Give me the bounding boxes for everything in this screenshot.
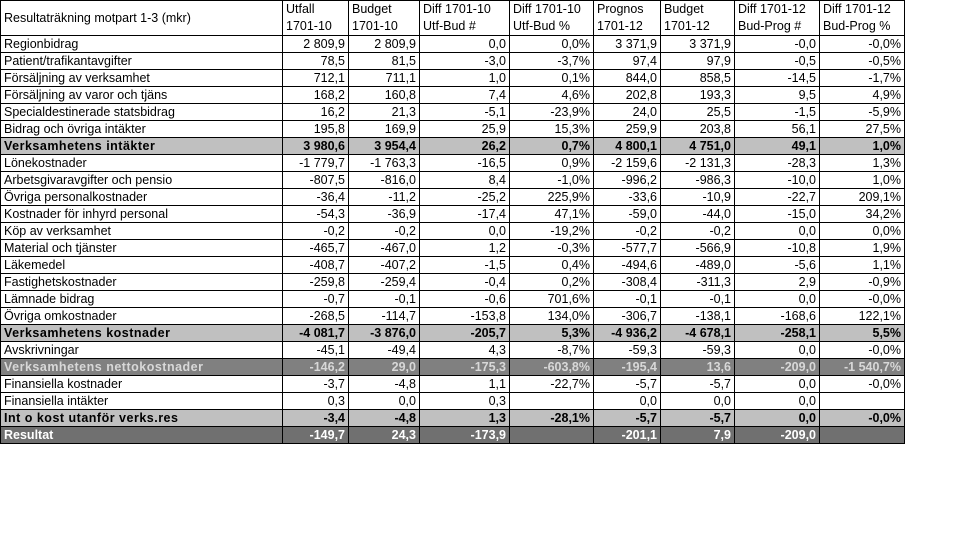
row-value: -45,1 <box>283 342 349 359</box>
row-value: 24,0 <box>594 104 661 121</box>
row-value: 4 751,0 <box>661 138 735 155</box>
row-value: -0,2 <box>349 223 420 240</box>
row-label: Finansiella kostnader <box>1 376 283 393</box>
header-diff-1701-10-num-line2: Utf-Bud # <box>420 18 510 36</box>
row-value: 168,2 <box>283 87 349 104</box>
row-value: -23,9% <box>510 104 594 121</box>
row-value: -2 159,6 <box>594 155 661 172</box>
row-value: -28,1% <box>510 410 594 427</box>
row-value: -306,7 <box>594 308 661 325</box>
row-value: -3 876,0 <box>349 325 420 342</box>
row-value: 13,6 <box>661 359 735 376</box>
table-row <box>1 257 905 274</box>
row-value: -4 678,1 <box>661 325 735 342</box>
table-row <box>1 240 905 257</box>
row-value: 27,5% <box>820 121 905 138</box>
row-value: 78,5 <box>283 53 349 70</box>
row-value: 0,0% <box>820 223 905 240</box>
row-value: 711,1 <box>349 70 420 87</box>
table-row <box>1 274 905 291</box>
row-label: Övriga omkostnader <box>1 308 283 325</box>
row-value: 4,6% <box>510 87 594 104</box>
header-diff-1701-12-num-line1: Diff 1701-12 <box>735 1 820 19</box>
row-label: Specialdestinerade statsbidrag <box>1 104 283 121</box>
row-value: 858,5 <box>661 70 735 87</box>
row-value <box>510 427 594 444</box>
row-value: -2 131,3 <box>661 155 735 172</box>
row-value: -0,4 <box>420 274 510 291</box>
header-diff-1701-10-pct-line1: Diff 1701-10 <box>510 1 594 19</box>
table-row <box>1 155 905 172</box>
row-value: -408,7 <box>283 257 349 274</box>
row-value: -0,0% <box>820 410 905 427</box>
row-value: -0,0 <box>735 36 820 53</box>
row-value: -10,9 <box>661 189 735 206</box>
header-budget-1701-12-line1: Budget <box>661 1 735 19</box>
row-value: 0,2% <box>510 274 594 291</box>
row-value: -807,5 <box>283 172 349 189</box>
table-row <box>1 342 905 359</box>
row-value: -311,3 <box>661 274 735 291</box>
row-value: 2 809,9 <box>349 36 420 53</box>
row-value <box>510 393 594 410</box>
row-value: -22,7% <box>510 376 594 393</box>
row-value: 47,1% <box>510 206 594 223</box>
row-value: 25,9 <box>420 121 510 138</box>
row-value: 3 980,6 <box>283 138 349 155</box>
table-row <box>1 325 905 342</box>
row-value: -173,9 <box>420 427 510 444</box>
row-value: 49,1 <box>735 138 820 155</box>
row-value: -175,3 <box>420 359 510 376</box>
row-value: 7,4 <box>420 87 510 104</box>
row-value: -4 936,2 <box>594 325 661 342</box>
row-value: -259,4 <box>349 274 420 291</box>
row-label: Material och tjänster <box>1 240 283 257</box>
row-value: -5,7 <box>661 376 735 393</box>
row-value: 0,3 <box>420 393 510 410</box>
row-value: -195,4 <box>594 359 661 376</box>
row-value: 4,3 <box>420 342 510 359</box>
row-value: -25,2 <box>420 189 510 206</box>
row-value: 81,5 <box>349 53 420 70</box>
table-row <box>1 104 905 121</box>
row-value: -153,8 <box>420 308 510 325</box>
header-utfall-1701-10-line1: Utfall <box>283 1 349 19</box>
row-value: 1,0% <box>820 172 905 189</box>
row-label: Lämnade bidrag <box>1 291 283 308</box>
row-label: Köp av verksamhet <box>1 223 283 240</box>
row-value: -407,2 <box>349 257 420 274</box>
row-value: -14,5 <box>735 70 820 87</box>
row-label: Försäljning av verksamhet <box>1 70 283 87</box>
row-value: 0,0 <box>420 36 510 53</box>
row-value: -0,2 <box>283 223 349 240</box>
row-value: -205,7 <box>420 325 510 342</box>
row-value: 844,0 <box>594 70 661 87</box>
row-value: -308,4 <box>594 274 661 291</box>
table-body <box>1 36 905 444</box>
row-value: -4,8 <box>349 376 420 393</box>
row-value: 0,0 <box>735 393 820 410</box>
row-value: -44,0 <box>661 206 735 223</box>
row-value: 0,0 <box>735 376 820 393</box>
row-value: -465,7 <box>283 240 349 257</box>
row-value: -0,1 <box>349 291 420 308</box>
row-value: -146,2 <box>283 359 349 376</box>
row-value: 1,1% <box>820 257 905 274</box>
row-value: -0,5% <box>820 53 905 70</box>
row-value: 0,0 <box>735 223 820 240</box>
table-row <box>1 427 905 444</box>
row-value: 29,0 <box>349 359 420 376</box>
row-value: 9,5 <box>735 87 820 104</box>
row-value: -5,9% <box>820 104 905 121</box>
row-value: 160,8 <box>349 87 420 104</box>
table-row <box>1 189 905 206</box>
row-value: 203,8 <box>661 121 735 138</box>
row-label: Försäljning av varor och tjäns <box>1 87 283 104</box>
header-diff-1701-10-pct-line2: Utf-Bud % <box>510 18 594 36</box>
row-value: -5,7 <box>661 410 735 427</box>
row-value: -10,8 <box>735 240 820 257</box>
row-value: -258,1 <box>735 325 820 342</box>
table-row <box>1 223 905 240</box>
row-value: 0,0 <box>735 291 820 308</box>
row-value: 1,3% <box>820 155 905 172</box>
row-value: -494,6 <box>594 257 661 274</box>
header-diff-1701-10-num-line1: Diff 1701-10 <box>420 1 510 19</box>
row-value: 0,0 <box>420 223 510 240</box>
table-row <box>1 206 905 223</box>
row-label: Resultat <box>1 427 283 444</box>
row-value: -0,1 <box>661 291 735 308</box>
row-value: -259,8 <box>283 274 349 291</box>
row-value: 259,9 <box>594 121 661 138</box>
row-value: -0,2 <box>661 223 735 240</box>
row-value: 97,4 <box>594 53 661 70</box>
table-row <box>1 53 905 70</box>
row-value: 26,2 <box>420 138 510 155</box>
row-value: 134,0% <box>510 308 594 325</box>
row-value: -209,0 <box>735 427 820 444</box>
row-value: -489,0 <box>661 257 735 274</box>
row-value: -201,1 <box>594 427 661 444</box>
row-value: 712,1 <box>283 70 349 87</box>
table-row <box>1 376 905 393</box>
table-row <box>1 393 905 410</box>
row-value: 169,9 <box>349 121 420 138</box>
row-value: -577,7 <box>594 240 661 257</box>
table-row <box>1 172 905 189</box>
row-value: 34,2% <box>820 206 905 223</box>
row-value: 56,1 <box>735 121 820 138</box>
row-value: -0,0% <box>820 342 905 359</box>
header-budget-1701-12-line2: 1701-12 <box>661 18 735 36</box>
row-value: -0,2 <box>594 223 661 240</box>
row-value: 5,5% <box>820 325 905 342</box>
row-value: 25,5 <box>661 104 735 121</box>
table-row <box>1 359 905 376</box>
row-value: -3,7 <box>283 376 349 393</box>
row-value: -1,7% <box>820 70 905 87</box>
row-value: -36,4 <box>283 189 349 206</box>
row-value: -986,3 <box>661 172 735 189</box>
row-value <box>820 393 905 410</box>
row-value: 0,0 <box>594 393 661 410</box>
row-label: Lönekostnader <box>1 155 283 172</box>
row-label: Verksamhetens nettokostnader <box>1 359 283 376</box>
row-value: 3 371,9 <box>594 36 661 53</box>
row-value: 5,3% <box>510 325 594 342</box>
row-label: Fastighetskostnader <box>1 274 283 291</box>
table-row <box>1 291 905 308</box>
table-row <box>1 121 905 138</box>
row-value: 0,7% <box>510 138 594 155</box>
row-value: -59,3 <box>594 342 661 359</box>
row-value: 8,4 <box>420 172 510 189</box>
row-label: Avskrivningar <box>1 342 283 359</box>
row-value: 4,9% <box>820 87 905 104</box>
header-diff-1701-12-num-line2: Bud-Prog # <box>735 18 820 36</box>
row-value: 1,0% <box>820 138 905 155</box>
row-value: -59,3 <box>661 342 735 359</box>
row-value: 1,2 <box>420 240 510 257</box>
row-value: -149,7 <box>283 427 349 444</box>
row-label: Bidrag och övriga intäkter <box>1 121 283 138</box>
table-title: Resultaträkning motpart 1-3 (mkr) <box>1 1 283 36</box>
row-value: -1 540,7% <box>820 359 905 376</box>
header-budget-1701-10-line1: Budget <box>349 1 420 19</box>
row-label: Övriga personalkostnader <box>1 189 283 206</box>
table-row <box>1 70 905 87</box>
row-value: 0,1% <box>510 70 594 87</box>
row-value: -1,0% <box>510 172 594 189</box>
row-value: 0,3 <box>283 393 349 410</box>
row-value: -168,6 <box>735 308 820 325</box>
row-value: -1,5 <box>420 257 510 274</box>
row-value: -467,0 <box>349 240 420 257</box>
row-value: 3 371,9 <box>661 36 735 53</box>
row-value: 193,3 <box>661 87 735 104</box>
row-value: 1,1 <box>420 376 510 393</box>
row-value: 21,3 <box>349 104 420 121</box>
row-value: 1,3 <box>420 410 510 427</box>
row-value: 0,9% <box>510 155 594 172</box>
row-value: -138,1 <box>661 308 735 325</box>
row-value <box>820 427 905 444</box>
row-value: -49,4 <box>349 342 420 359</box>
row-value: 0,0 <box>735 342 820 359</box>
row-value: 701,6% <box>510 291 594 308</box>
row-value: -16,5 <box>420 155 510 172</box>
row-value: -5,1 <box>420 104 510 121</box>
row-value: -0,0% <box>820 291 905 308</box>
table-row <box>1 410 905 427</box>
row-value: -0,0% <box>820 376 905 393</box>
row-value: 97,9 <box>661 53 735 70</box>
row-value: -0,5 <box>735 53 820 70</box>
row-value: 225,9% <box>510 189 594 206</box>
row-value: -0,3% <box>510 240 594 257</box>
row-value: -4,8 <box>349 410 420 427</box>
table-row <box>1 87 905 104</box>
row-value: 24,3 <box>349 427 420 444</box>
row-value: 195,8 <box>283 121 349 138</box>
row-value: -22,7 <box>735 189 820 206</box>
row-value: -5,7 <box>594 376 661 393</box>
row-value: -0,7 <box>283 291 349 308</box>
row-value: -0,0% <box>820 36 905 53</box>
row-value: -603,8% <box>510 359 594 376</box>
row-value: 4 800,1 <box>594 138 661 155</box>
row-value: 0,4% <box>510 257 594 274</box>
row-label: Verksamhetens intäkter <box>1 138 283 155</box>
row-value: -3,7% <box>510 53 594 70</box>
row-value: 15,3% <box>510 121 594 138</box>
row-value: 7,9 <box>661 427 735 444</box>
row-label: Patient/trafikantavgifter <box>1 53 283 70</box>
row-value: -33,6 <box>594 189 661 206</box>
row-value: 1,9% <box>820 240 905 257</box>
row-value: -0,9% <box>820 274 905 291</box>
row-label: Läkemedel <box>1 257 283 274</box>
row-value: -5,6 <box>735 257 820 274</box>
row-value: -3,4 <box>283 410 349 427</box>
row-label: Verksamhetens kostnader <box>1 325 283 342</box>
row-value: 2 809,9 <box>283 36 349 53</box>
row-value: -0,6 <box>420 291 510 308</box>
row-value: -11,2 <box>349 189 420 206</box>
row-value: -15,0 <box>735 206 820 223</box>
row-value: -5,7 <box>594 410 661 427</box>
row-label: Regionbidrag <box>1 36 283 53</box>
row-value: -1 763,3 <box>349 155 420 172</box>
row-value: 1,0 <box>420 70 510 87</box>
row-value: -268,5 <box>283 308 349 325</box>
row-value: -1 779,7 <box>283 155 349 172</box>
row-value: 209,1% <box>820 189 905 206</box>
row-value: 16,2 <box>283 104 349 121</box>
header-budget-1701-10-line2: 1701-10 <box>349 18 420 36</box>
table-row <box>1 138 905 155</box>
row-value: -996,2 <box>594 172 661 189</box>
row-value: -54,3 <box>283 206 349 223</box>
row-value: -0,1 <box>594 291 661 308</box>
row-value: 0,0% <box>510 36 594 53</box>
table-row <box>1 36 905 53</box>
row-value: -59,0 <box>594 206 661 223</box>
row-value: 0,0 <box>735 410 820 427</box>
row-value: 3 954,4 <box>349 138 420 155</box>
header-prognos-1701-12-line1: Prognos <box>594 1 661 19</box>
row-value: -816,0 <box>349 172 420 189</box>
row-value: -3,0 <box>420 53 510 70</box>
header-diff-1701-12-pct-line2: Bud-Prog % <box>820 18 905 36</box>
row-value: -4 081,7 <box>283 325 349 342</box>
row-label: Int o kost utanför verks.res <box>1 410 283 427</box>
row-value: -114,7 <box>349 308 420 325</box>
table-row <box>1 308 905 325</box>
header-utfall-1701-10-line2: 1701-10 <box>283 18 349 36</box>
header-prognos-1701-12-line2: 1701-12 <box>594 18 661 36</box>
header-diff-1701-12-pct-line1: Diff 1701-12 <box>820 1 905 19</box>
row-label: Arbetsgivaravgifter och pensio <box>1 172 283 189</box>
row-label: Kostnader för inhyrd personal <box>1 206 283 223</box>
row-value: 0,0 <box>349 393 420 410</box>
row-value: 202,8 <box>594 87 661 104</box>
row-value: -1,5 <box>735 104 820 121</box>
row-value: -209,0 <box>735 359 820 376</box>
row-value: 122,1% <box>820 308 905 325</box>
row-value: -566,9 <box>661 240 735 257</box>
row-value: 2,9 <box>735 274 820 291</box>
row-value: -36,9 <box>349 206 420 223</box>
row-value: -10,0 <box>735 172 820 189</box>
row-value: -28,3 <box>735 155 820 172</box>
row-value: -19,2% <box>510 223 594 240</box>
row-value: -17,4 <box>420 206 510 223</box>
row-value: 0,0 <box>661 393 735 410</box>
row-label: Finansiella intäkter <box>1 393 283 410</box>
row-value: -8,7% <box>510 342 594 359</box>
